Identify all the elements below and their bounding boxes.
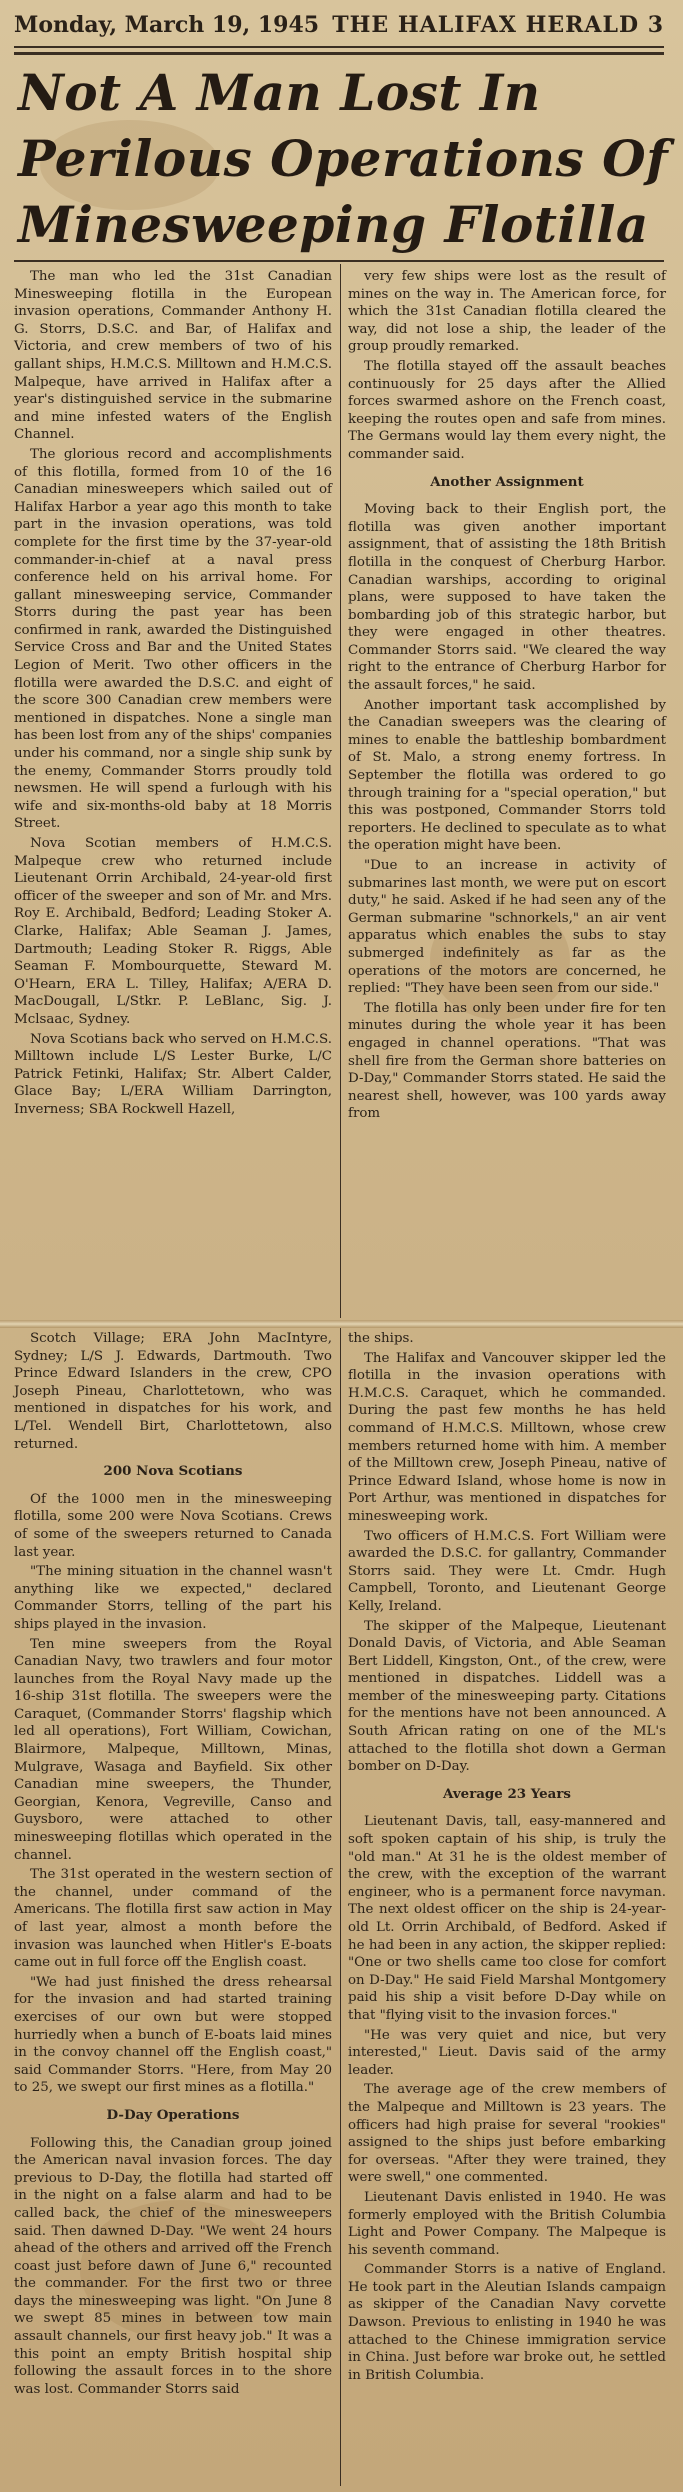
masthead-rule — [14, 52, 664, 55]
paragraph: Lieutenant Davis enlisted in 1940. He was formerly employed with the British Columbia Light and Power Company. The Malpeque is his seventh command. — [348, 2189, 666, 2258]
column-divider — [340, 264, 341, 1318]
subheading: 200 Nova Scotians — [103, 1463, 243, 1480]
paragraph: The man who led the 31st Canadian Minesweeping flotilla in the European invasion operations, Commander Anthony H. G. Storrs, D.S.C. and Bar, of Halifax and Victoria, and crew members of two of his gallant ships, H.M.C.S. Milltown and H.M.C.S. Malpeque, have arrived in Halifax after a year's distinguished service in the submarine and mine infested waters of the English Channel. — [14, 269, 332, 443]
paragraph: The flotilla stayed off the assault beaches continuously for 25 days after the Allied forces swarmed ashore on the French coast, keeping the routes open and safe from mines. The Germans would lay them every night, the commander said. — [348, 358, 666, 462]
paragraph: The flotilla has only been under fire for ten minutes during the whole year it has been engaged in channel operations. "That was shell fire from the German shore batteries on D-Day," Commander Storrs stated. He said the nearest shell, however, was 100 yards away from — [348, 1000, 666, 1122]
headline-line-3: Minesweeping Flotilla — [18, 195, 649, 254]
clipping-fold — [0, 1320, 683, 1328]
paragraph: "Due to an increase in activity of submarines last month, we were put on escort duty," he said. Asked if he had seen any of the German submarine "schnorkels," an air vent apparatus which enables the subs to stay submerged indefinitely as far as the operations of the motors are concerned, he replied: "They have been seen from our side." — [348, 858, 666, 997]
paragraph: Of the 1000 men in the minesweeping flotilla, some 200 were Nova Scotians. Crews of some of the sweepers returned to Canada last year. — [14, 1491, 332, 1560]
paragraph: The glorious record and accomplishments of this flotilla, formed from 10 of the 16 Canadian minesweepers which sailed out of Halifax Harbor a year ago this month to take part in the invasion operations, was told complete for the first time by the 37-year-old commander-in-chief at a naval press conference held on his arrival home. For gallant minesweeping service, Commander Storrs during the past year has been confirmed in rank, awarded the Distinguished Service Cross and Bar and the United States Legion of Merit. Two other officers in the flotilla were awarded the D.S.C. and eight of the score 300 Canadian crew members were mentioned in dispatches. None a single man has been lost from any of the ships' companies under his command, nor a single ship sunk by the enemy, Commander Storrs proudly told newsmen. He will spend a furlough with his wife and six-months-old baby at 18 Morris Street. — [14, 446, 332, 832]
paragraph: Nova Scotians back who served on H.M.C.S. Milltown include L/S Lester Burke, L/C Patrick Fetinki, Halifax; Str. Albert Calder, Glace Bay; L/ERA William Darrington, Inverness; SBA Rockwell Hazell, — [14, 1031, 332, 1117]
paragraph: The 31st operated in the western section of the channel, under command of the Americans. The flotilla first saw action in May of last year, almost a month before the invasion was launched when Hitler's E-boats came out in full force off the English coast. — [14, 1867, 332, 1971]
paragraph: very few ships were lost as the result of mines on the way in. The American force, for which the 31st Canadian flotilla cleared the way, did not lose a ship, the leader of the group proudly remarked. — [348, 269, 666, 355]
article-column-3 — [14, 1330, 332, 2398]
paragraph: Commander Storrs is a native of England. He took part in the Aleutian Islands campaign as skipper of the Canadian Navy corvette Dawson. Previous to enlisting in 1940 he was attached to the Chinese immigration service in China. Just before war broke out, he settled in British Columbia. — [348, 2262, 666, 2383]
paragraph: Moving back to their English port, the flotilla was given another important assignment, that of assisting the 18th British flotilla in the conquest of Cherburg Harbor. Canadian warships, according to original plans, were supposed to have taken the bombarding job of this strategic harbor, but they were engaged in other theatres. Commander Storrs said. "We cleared the way right to the entrance of Cherburg Harbor for the assault forces," he said. — [348, 502, 666, 694]
article-column-4 — [348, 1330, 666, 2384]
paragraph: "He was very quiet and nice, but very interested," Lieut. Davis said of the army leader. — [348, 2027, 666, 2078]
paragraph: Another important task accomplished by the Canadian sweepers was the clearing of mines to enable the battleship bombardment of St. Malo, a strong enemy fortress. In September the flotilla was ordered to go through training for a "special operation," but this was postponed, Commander Storrs told reporters. He declined to speculate as to what the operation might have been. — [348, 697, 666, 854]
paragraph: Lieutenant Davis, tall, easy-mannered and soft spoken captain of his ship, is truly the "old man." At 31 he is the oldest member of the crew, with the exception of the warrant engineer, who is a permanent force navyman. The next oldest officer on the ship is 24-year-old Lt. Orrin Archibald, of Bedford. Asked if he had been in any action, the skipper replied: "One or two shells came too close for comfort on D-Day." He said Field Marshal Montgomery paid his ship a visit before D-Day while on that "flying visit to the invasion forces." — [348, 1814, 666, 2023]
article-column-1 — [14, 268, 332, 1119]
subheading: Another Assignment — [430, 473, 584, 490]
paragraph: Scotch Village; ERA John MacIntyre, Sydney; L/S J. Edwards, Dartmouth. Two Prince Edward Islanders in the crew, CPO Joseph Pineau, Charlottetown, who was mentioned in dispatches for his work, and L/Tel. Wendell Birt, Charlottetown, also returned. — [14, 1331, 332, 1452]
paragraph: Following this, the Canadian group joined the American naval invasion forces. The day previous to D-Day, the flotilla had started off in the night on a false alarm and had to be called back, the chief of the minesweepers said. Then dawned D-Day. "We went 24 hours ahead of the others and arrived off the French coast just before dawn of June 6," recounted the commander. For the first two or three days the minesweeping was light. "On June 8 we swept 85 mines in between tow main assault channels, our first heavy job." It was a this point an empty British hospital ship following the assault forces in to the shore was lost. Commander Storrs said — [14, 2135, 332, 2397]
subheading: Average 23 Years — [443, 1785, 571, 1802]
paragraph: "We had just finished the dress rehearsal for the invasion and had started training exercises of our own but were stopped hurriedly when a bunch of E-boats laid mines in the convoy channel off the English coast," said Commander Storrs. "Here, from May 20 to 25, we swept our first mines as a flotilla." — [14, 1974, 332, 2096]
paragraph: The skipper of the Malpeque, Lieutenant Donald Davis, of Victoria, and Able Seaman Bert Liddell, Kingston, Ont., of the crew, were mentioned in dispatches. Liddell was a member of the minesweeping party. Citations for the mentions have not been announced. A South African rating on one of the ML's attached to the flotilla shot down a German bomber on D-Day. — [348, 1618, 666, 1775]
paragraph: "The mining situation in the channel wasn't anything like we expected," declared Commander Storrs, telling of the part his ships played in the invasion. — [14, 1564, 332, 1632]
masthead — [14, 6, 664, 48]
paragraph: The average age of the crew members of the Malpeque and Milltown is 23 years. The officers had high praise for several "rookies" assigned to the ships just before embarking for overseas. "After they were trained, they were swell," one commented. — [348, 2082, 666, 2186]
headline-line-2: Perilous Operations Of — [18, 129, 669, 188]
paragraph: Two officers of H.M.C.S. Fort William were awarded the D.S.C. for gallantry, Commander Storrs said. They were Lt. Cmdr. Hugh Campbell, Toronto, and Lieutenant George Kelly, Ireland. — [348, 1528, 666, 1614]
article-column-2 — [348, 268, 666, 1123]
headline-rule — [14, 260, 664, 262]
headline-line-1: Not A Man Lost In — [18, 63, 541, 122]
paper-name: THE HALIFAX HERALD 3 — [332, 12, 664, 38]
column-divider — [340, 1326, 341, 2486]
issue-date: Monday, March 19, 1945 — [14, 12, 320, 38]
paragraph: The Halifax and Vancouver skipper led the flotilla in the invasion operations with H.M.C.S. Caraquet, which he commanded. During the past few months he has held command of H.M.C.S. Milltown, whose crew members returned home with him. A member of the Milltown crew, Joseph Pineau, native of Prince Edward Island, whose home is now in Port Arthur, was mentioned in dispatches for minesweeping work. — [348, 1350, 666, 1524]
paragraph: Ten mine sweepers from the Royal Canadian Navy, two trawlers and four motor launches from the Royal Navy made up the 16-ship 31st flotilla. The sweepers were the Caraquet, (Commander Storrs' flagship which led all operations), Fort William, Cowichan, Blairmore, Malpeque, Milltown, Minas, Mulgrave, Wasaga and Bayfield. Six other Canadian mine sweepers, the Thunder, Georgian, Kenora, Vegreville, Canso and Guysboro, were attached to other minesweeping flotillas which operated in the channel. — [14, 1636, 332, 1863]
subheading: D-Day Operations — [106, 2106, 240, 2123]
paragraph: the ships. — [348, 1331, 414, 1346]
paragraph: Nova Scotian members of H.M.C.S. Malpeque crew who returned include Lieutenant Orrin Archibald, 24-year-old first officer of the sweeper and son of Mr. and Mrs. Roy E. Archibald, Bedford; Leading Stoker A. Clarke, Halifax; Able Seaman J. James, Dartmouth; Leading Stoker R. Riggs, Able Seaman F. Mombourquette, Steward M. O'Hearn, ERA L. Tilley, Halifax; A/ERA D. MacDougall, L/Stkr. P. LeBlanc, Sig. J. Mclsaac, Sydney. — [14, 836, 332, 1027]
headline — [18, 60, 668, 258]
